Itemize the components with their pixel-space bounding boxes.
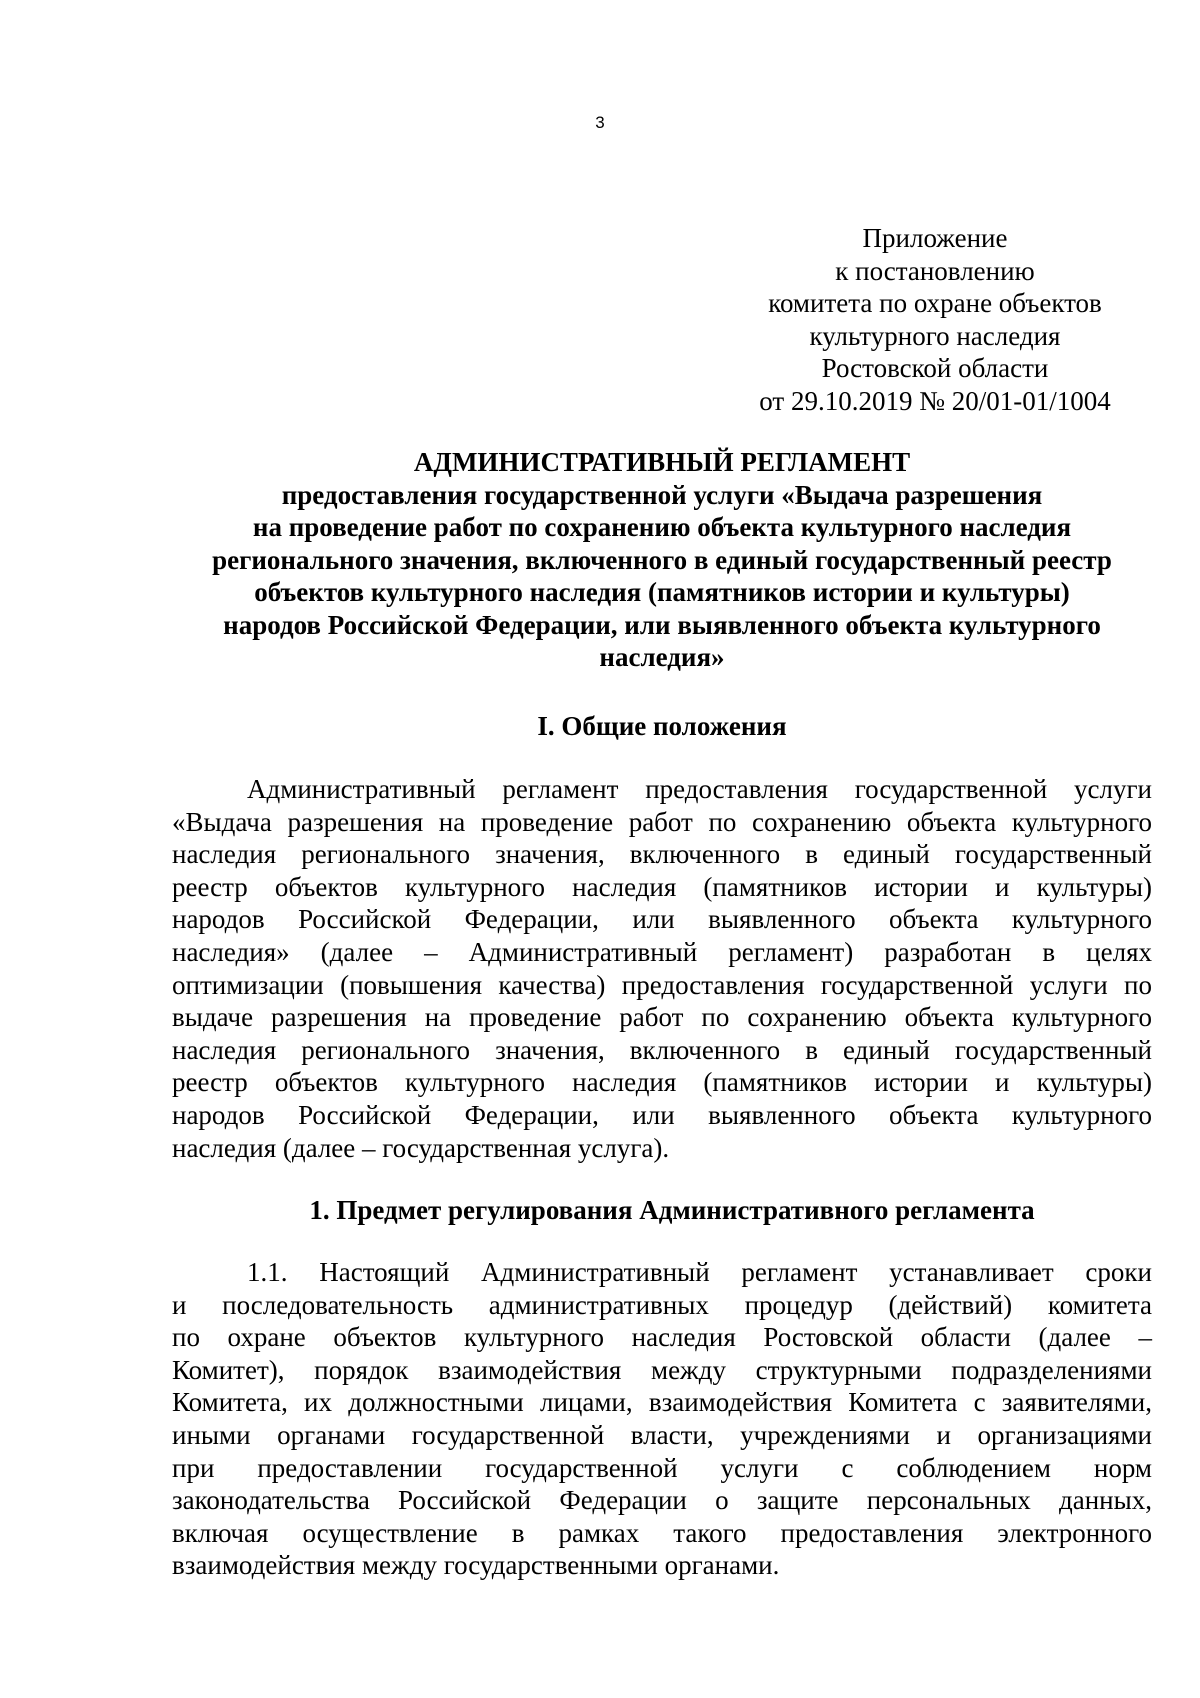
general-provisions-paragraph [172,773,1152,1164]
paragraph-line: «Выдача разрешения на проведение работ по сохранению объекта культурного [172,806,1152,837]
paragraph-line: реестр объектов культурного наследия (памятников истории и культуры) [172,871,1152,902]
title-line: наследия» [599,642,725,672]
paragraph-line: наследия регионального значения, включенного в единый государственный [172,839,1152,870]
appendix-block [745,222,1125,417]
appendix-line: от 29.10.2019 № 20/01-01/1004 [759,385,1111,416]
paragraph-line: выдаче разрешения на проведение работ по сохранению объекта культурного [172,1002,1152,1033]
title-line: предоставления государственной услуги «Выдача разрешения [281,479,1043,510]
paragraph-line: включая осуществление в рамках такого предоставления электронного [172,1517,1152,1548]
paragraph-line: взаимодействия между государственными органами. [172,1550,780,1581]
title-line: АДМИНИСТРАТИВНЫЙ РЕГЛАМЕНТ [413,447,911,477]
appendix-line: к постановлению [835,255,1035,286]
appendix-line: комитета по охране объектов [768,288,1102,318]
paragraph-line: народов Российской Федерации, или выявленного объекта культурного [172,1099,1152,1130]
page-number: 3 [595,113,605,132]
appendix-line: Ростовской области [821,353,1049,383]
title-line: регионального значения, включенного в единый государственный реестр [212,544,1112,575]
appendix-line: Приложение [862,223,1008,253]
section-heading-general-provisions: I. Общие положения [537,711,787,741]
paragraph-line: по охране объектов культурного наследия Ростовской области (далее – [172,1322,1152,1353]
paragraph-line: иными органами государственной власти, учреждениями и организациями [172,1419,1152,1450]
paragraph-line: и последовательность административных процедур (действий) комитета [172,1289,1152,1320]
paragraph-line: наследия» (далее – Административный регламент) разработан в целях [172,936,1152,967]
section-heading-regulation-subject: 1. Предмет регулирования Административного регламента [309,1195,1035,1225]
paragraph-line: при предоставлении государственной услуги с соблюдением норм [172,1452,1152,1483]
paragraph-line: Комитет), порядок взаимодействия между структурными подразделениями [172,1354,1152,1385]
title-line: объектов культурного наследия (памятников истории и культуры) [254,577,1070,607]
title-line: на проведение работ по сохранению объекта культурного наследия [252,512,1072,542]
appendix-line: культурного наследия [809,320,1061,351]
paragraph-line: Административный регламент предоставления государственной услуги [247,774,1152,804]
paragraph-line: наследия регионального значения, включенного в единый государственный [172,1034,1152,1065]
paragraph-line: реестр объектов культурного наследия (памятников истории и культуры) [172,1067,1152,1098]
paragraph-line: 1.1. Настоящий Административный регламент устанавливает сроки [247,1257,1152,1287]
paragraph-line: законодательства Российской Федерации о защите персональных данных, [172,1485,1152,1516]
paragraph-line: Комитета, их должностными лицами, взаимодействия Комитета с заявителями, [172,1387,1152,1418]
title-line: народов Российской Федерации, или выявленного объекта культурного [223,609,1101,640]
regulation-subject-paragraph [172,1256,1152,1582]
paragraph-line: народов Российской Федерации, или выявленного объекта культурного [172,904,1152,935]
paragraph-line: оптимизации (повышения качества) предоставления государственной услуги по [172,969,1152,1000]
document-title [172,446,1152,674]
paragraph-line: наследия (далее – государственная услуга). [172,1132,670,1163]
